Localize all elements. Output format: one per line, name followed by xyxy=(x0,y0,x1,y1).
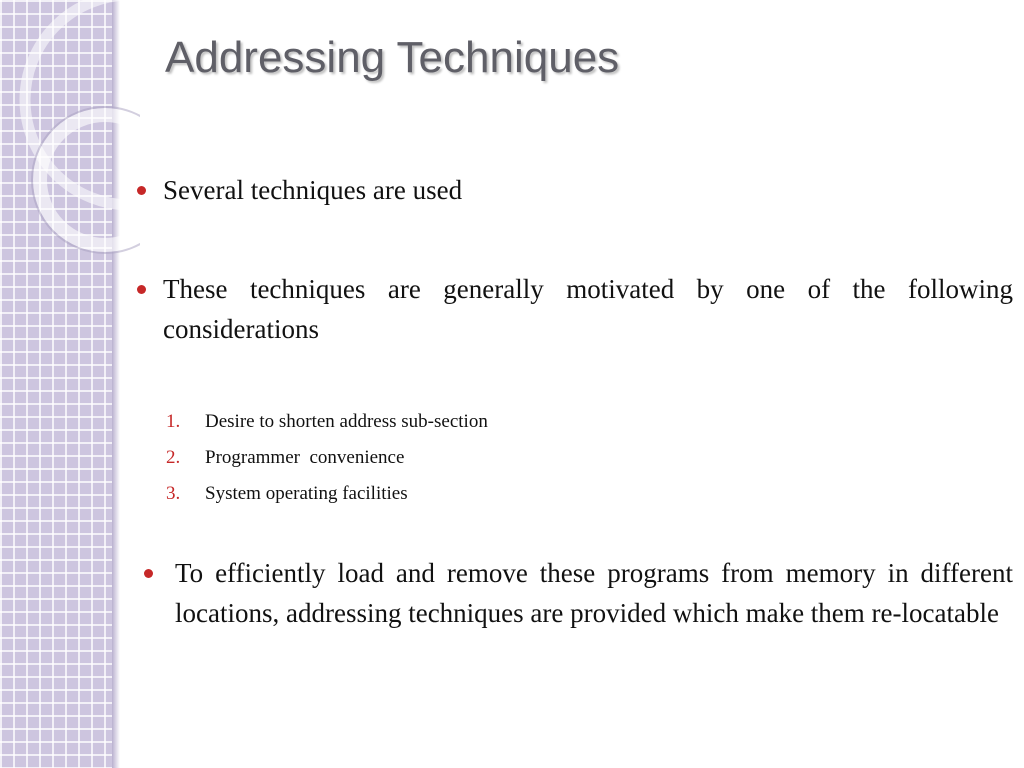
bullet-item xyxy=(163,269,1013,349)
numbered-list-item xyxy=(166,404,488,440)
bullet-text: Several techniques are used xyxy=(163,175,463,205)
panel-shadow xyxy=(112,0,120,768)
bullet-item xyxy=(163,170,1013,210)
list-item-text: Desire to shorten address sub-section xyxy=(205,411,488,432)
bullet-dot-icon xyxy=(144,569,153,578)
bullet-text: These techniques are generally motivated by one of the following considerations xyxy=(163,274,1013,344)
list-item-text: Programmer convenience xyxy=(205,447,405,468)
list-item-text: System operating facilities xyxy=(205,483,408,504)
list-number: 3. xyxy=(166,483,181,504)
numbered-list-item xyxy=(166,440,405,476)
bullet-item xyxy=(175,553,1013,633)
bullet-dot-icon xyxy=(137,285,146,294)
decorative-grid-panel xyxy=(0,0,112,768)
list-number: 2. xyxy=(166,447,181,468)
slide-title: Addressing Techniques xyxy=(165,33,620,82)
numbered-list xyxy=(166,404,488,512)
bullet-text: To efficiently load and remove these programs from memory in different locations, addressing techniques are provided which make them re-locatable xyxy=(175,558,1013,628)
list-number: 1. xyxy=(166,411,181,432)
numbered-list-item xyxy=(166,476,408,512)
bullet-dot-icon xyxy=(137,186,146,195)
